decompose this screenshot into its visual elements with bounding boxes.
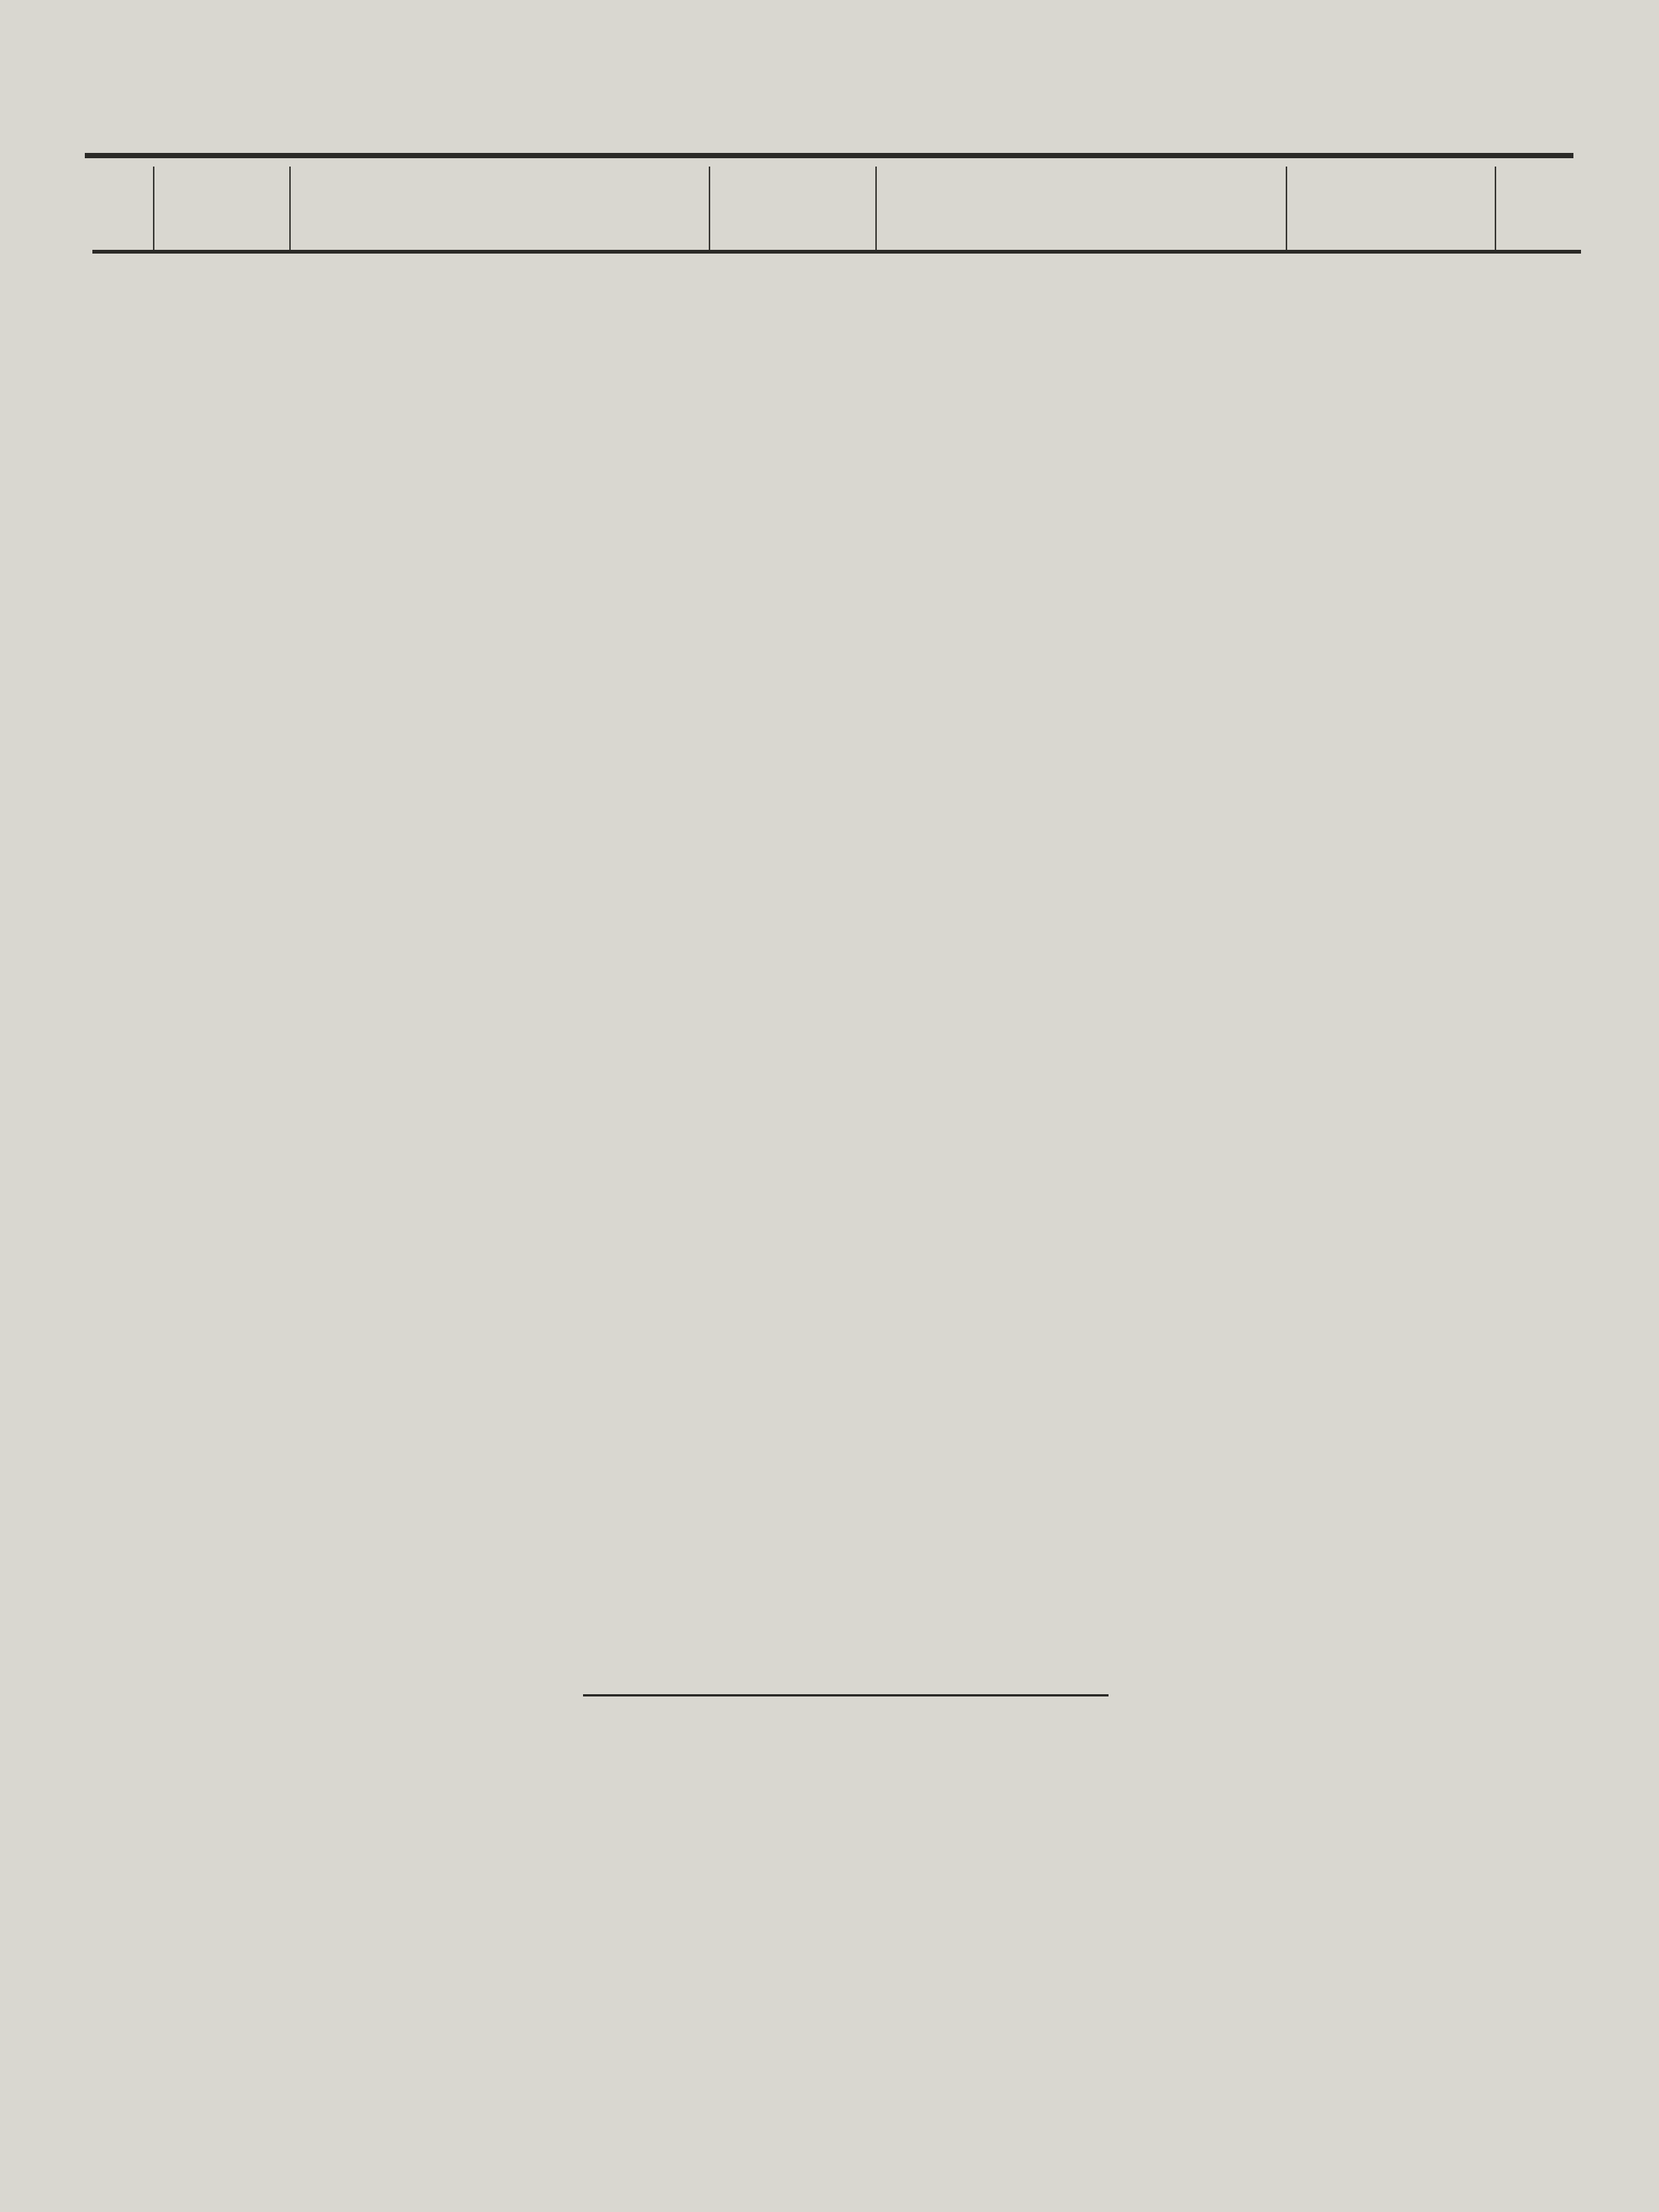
col-divider: [875, 167, 877, 250]
header-rule: [92, 250, 1581, 254]
col-divider: [1495, 167, 1496, 250]
col-divider: [153, 167, 154, 250]
top-rule: [85, 153, 1573, 158]
col-divider: [1286, 167, 1287, 250]
col-divider: [709, 167, 710, 250]
closing-rule: [583, 1694, 1109, 1696]
col-divider: [289, 167, 291, 250]
